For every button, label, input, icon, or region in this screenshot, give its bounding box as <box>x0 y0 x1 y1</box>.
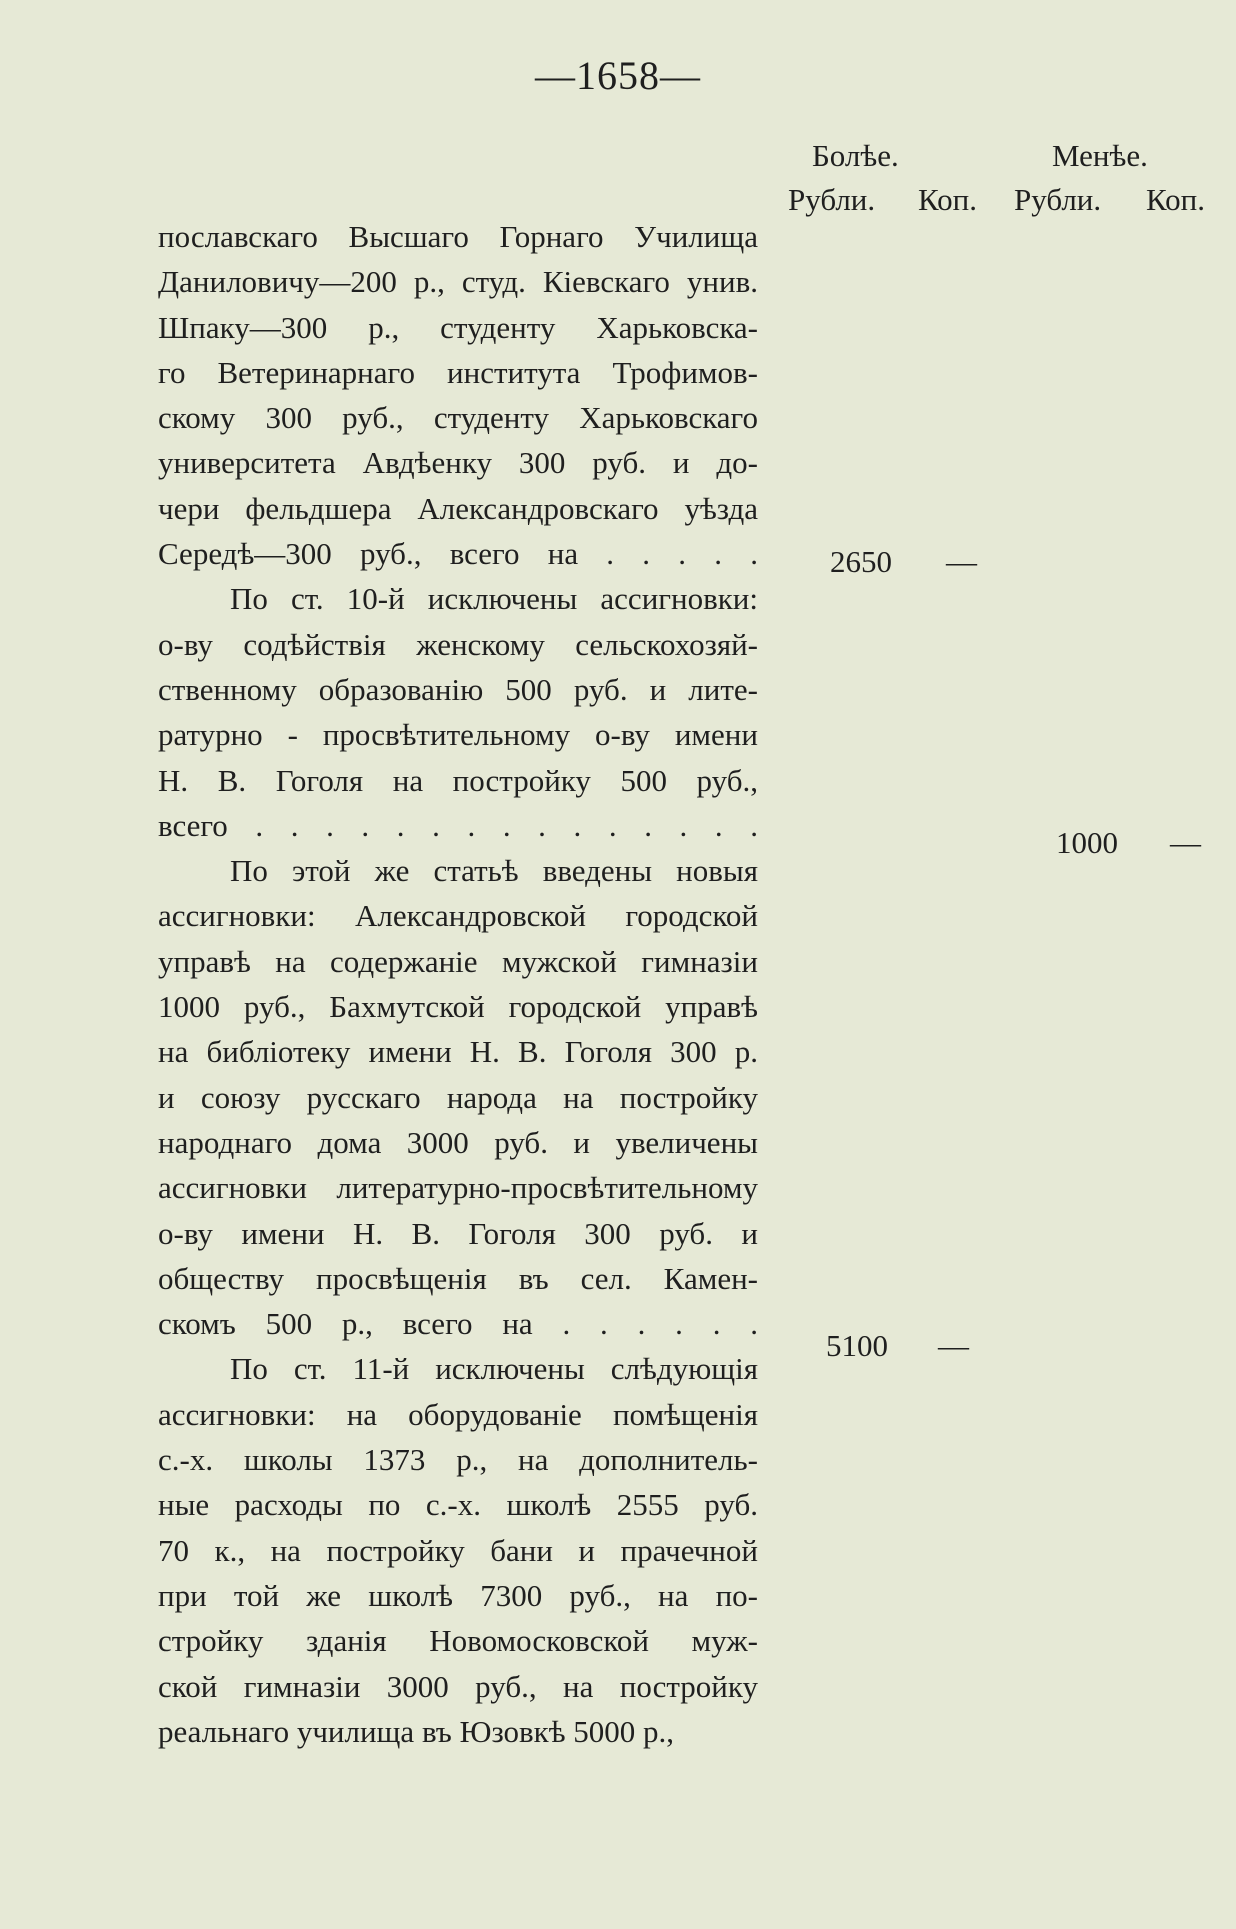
text-line: ственному образованію 500 руб. и лите- <box>158 671 758 707</box>
text-line: 70 к., на постройку бани и прачечной <box>158 1532 758 1568</box>
text-line: го Ветеринарнаго института Трофимов- <box>158 354 758 390</box>
text-line: всего . . . . . . . . . . . . . . . <box>158 807 758 843</box>
amount-more-rubles: 2650 <box>830 544 892 579</box>
text-line: ные расходы по с.-х. школѣ 2555 руб. <box>158 1487 758 1523</box>
text-line: о-ву содѣйствія женскому сельскохозяй- <box>158 626 758 662</box>
text-line: и союзу русскаго народа на постройку <box>158 1079 758 1115</box>
text-line: скомъ 500 р., всего на . . . . . . <box>158 1306 758 1342</box>
column-header-kopecks-more: Коп. <box>918 182 977 217</box>
text-line: реальнаго училища въ Юзовкѣ 5000 р., <box>158 1713 675 1749</box>
text-line: на библіотеку имени Н. В. Гоголя 300 р. <box>158 1034 758 1070</box>
text-line: пославскаго Высшаго Горнаго Училища <box>158 219 758 254</box>
column-header-less: Менѣе. <box>1052 138 1148 173</box>
text-line: народнаго дома 3000 руб. и увеличены <box>158 1124 758 1160</box>
text-line: скому 300 руб., студенту Харьковскаго <box>158 400 758 436</box>
text-line: ассигновки литературно-просвѣтительному <box>158 1170 758 1206</box>
column-header-rubles-more: Рубли. <box>788 182 876 217</box>
paragraph-start-line: По ст. 10-й исключены ассигновки: <box>230 581 758 617</box>
text-line: управѣ на содержаніе мужской гимназіи <box>158 943 758 979</box>
amount-less-kopecks: — <box>1170 825 1201 860</box>
text-line: Даниловичу—200 р., студ. Кіевскаго унив. <box>158 264 758 300</box>
column-header-rubles-less: Рубли. <box>1014 182 1102 217</box>
text-line: стройку зданія Новомосковской муж- <box>158 1623 758 1659</box>
body-text <box>158 214 758 1754</box>
paragraph-start-line: По этой же статьѣ введены новыя <box>230 853 758 889</box>
page-number: —1658— <box>535 53 701 98</box>
amount-more-kopecks: — <box>938 1328 969 1363</box>
amount-more-kopecks: — <box>946 544 977 579</box>
text-line: обществу просвѣщенія въ сел. Камен- <box>158 1260 758 1296</box>
text-line: ратурно - просвѣтительному о-ву имени <box>158 717 758 753</box>
column-header-more: Болѣе. <box>812 138 899 173</box>
text-line: ской гимназіи 3000 руб., на постройку <box>158 1668 758 1704</box>
amount-more-rubles: 5100 <box>826 1328 888 1363</box>
paragraph-start-line: По ст. 11-й исключены слѣдующія <box>230 1351 758 1387</box>
amount-less-rubles: 1000 <box>1056 825 1118 860</box>
text-line: о-ву имени Н. В. Гоголя 300 руб. и <box>158 1215 758 1251</box>
text-line: при той же школѣ 7300 руб., на по- <box>158 1577 758 1613</box>
text-line: Н. В. Гоголя на постройку 500 руб., <box>158 762 758 798</box>
text-line: ассигновки: на оборудованіе помѣщенія <box>158 1396 758 1432</box>
text-line: чери фельдшера Александровскаго уѣзда <box>158 490 758 526</box>
text-line: Середѣ—300 руб., всего на . . . . . <box>158 536 758 572</box>
text-line: с.-х. школы 1373 р., на дополнитель- <box>158 1442 758 1478</box>
text-line: ассигновки: Александровской городской <box>158 898 758 934</box>
text-line: 1000 руб., Бахмутской городской управѣ <box>158 989 758 1025</box>
text-line: Шпаку—300 р., студенту Харьковска- <box>158 309 758 345</box>
text-line: университета Авдѣенку 300 руб. и до- <box>158 445 758 481</box>
column-header-kopecks-less: Коп. <box>1146 182 1205 217</box>
